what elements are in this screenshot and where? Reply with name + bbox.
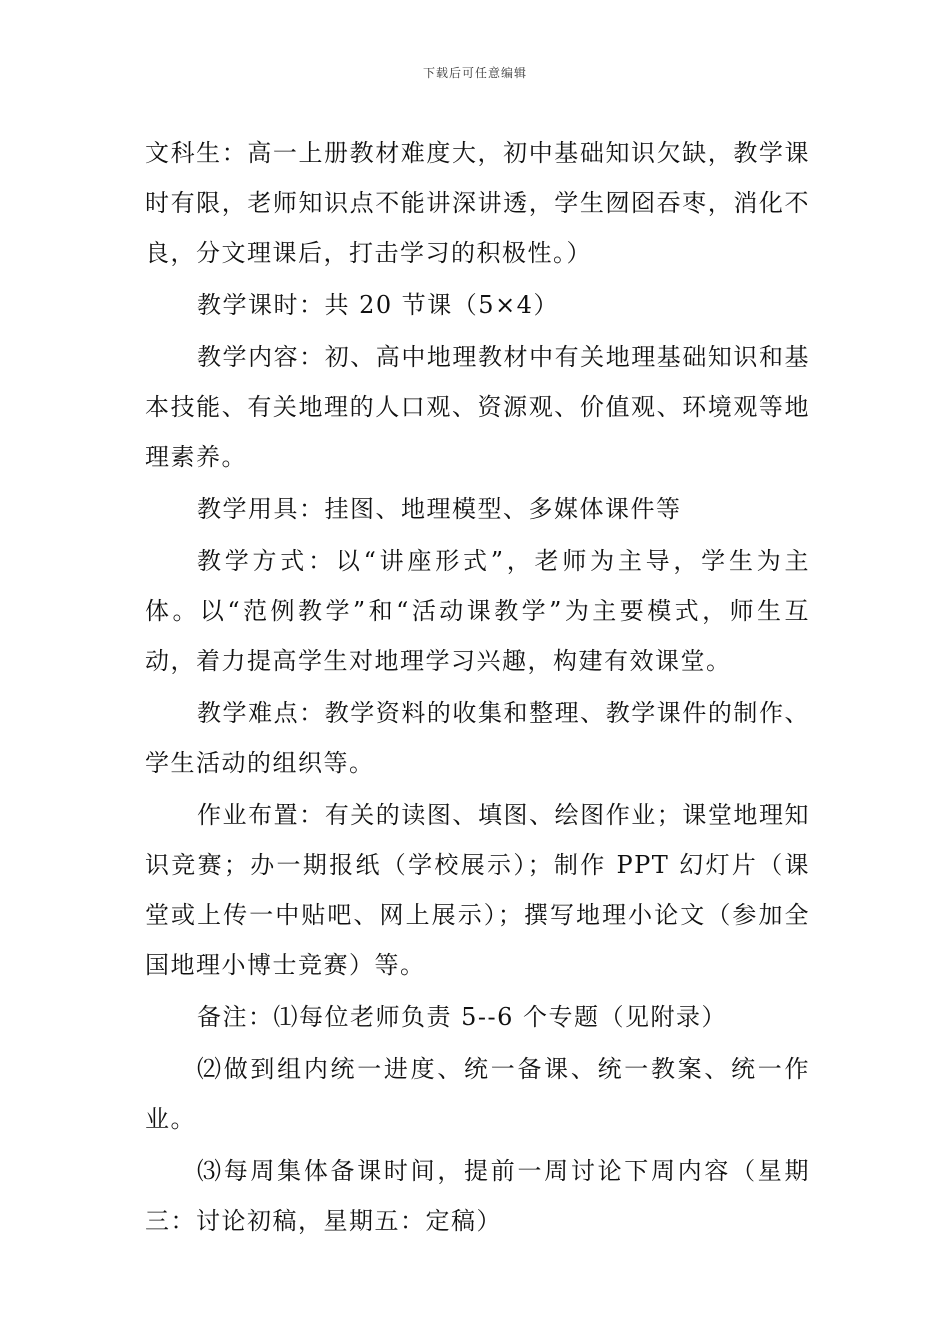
paragraph-teaching-tools: 教学用具：挂图、地理模型、多媒体课件等 — [197, 495, 682, 523]
paragraph-teaching-difficulties: 教学难点：教学资料的收集和整理、教学课件的制作、学生活动的组织等。 — [145, 699, 810, 777]
paragraph-remark-3: ⑶每周集体备课时间，提前一周讨论下周内容（星期三：讨论初稿，星期五：定稿） — [145, 1157, 810, 1235]
document-body — [145, 128, 810, 1248]
paragraph-teaching-hours: 教学课时：共 20 节课（5×4） — [197, 291, 559, 319]
paragraph-liberal-arts-students: 文科生：高一上册教材难度大，初中基础知识欠缺，教学课时有限，老师知识点不能讲深讲透，学生囫囵吞枣，消化不良，分文理课后，打击学习的积极性。） — [145, 139, 810, 267]
paragraph-teaching-content: 教学内容：初、高中地理教材中有关地理基础知识和基本技能、有关地理的人口观、资源观、价值观、环境观等地理素养。 — [145, 343, 810, 471]
paragraph-teaching-method: 教学方式：以“讲座形式”，老师为主导，学生为主体。以“范例教学”和“活动课教学”为主要模式，师生互动，着力提高学生对地理学习兴趣，构建有效课堂。 — [145, 547, 810, 675]
paragraph-remark-2: ⑵做到组内统一进度、统一备课、统一教案、统一作业。 — [145, 1055, 810, 1133]
paragraph-homework: 作业布置：有关的读图、填图、绘图作业；课堂地理知识竞赛；办一期报纸（学校展示）；制作 PPT 幻灯片（课堂或上传一中贴吧、网上展示）；撰写地理小论文（参加全国地理小博士竞赛）等。 — [145, 801, 810, 979]
paragraph-remark-1: 备注：⑴每位老师负责 5--6 个专题（见附录） — [197, 1003, 728, 1031]
page-header-note: 下载后可任意编辑 — [422, 66, 527, 80]
